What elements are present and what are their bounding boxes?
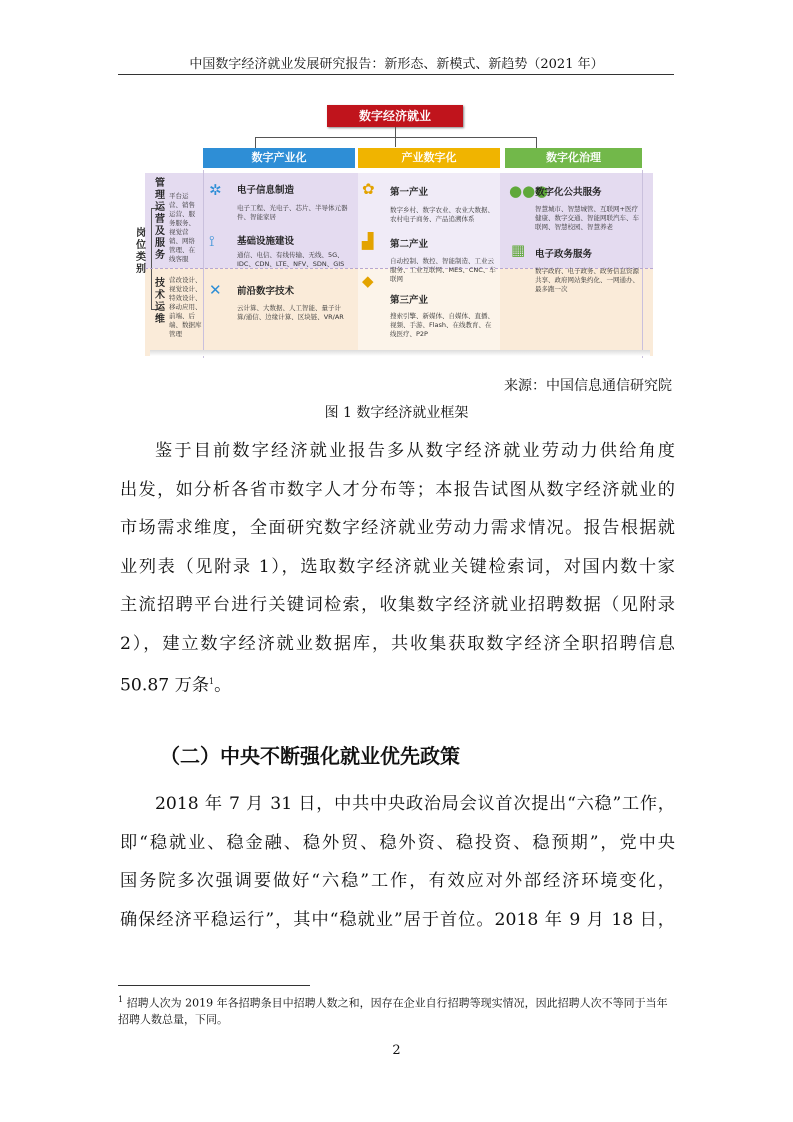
footnote-mark: 1	[118, 995, 124, 1004]
building-icon: ▦	[511, 241, 526, 259]
handshake-icon: ◆	[362, 272, 374, 290]
framework-figure	[136, 100, 655, 358]
people-icon: ●●●	[509, 182, 549, 200]
paragraph-line: 主流招聘平台进行关键词检索，收集数字经济就业招聘数据（见附录	[120, 595, 675, 615]
sub-frontier-title: 前沿数字技术	[237, 286, 295, 297]
sub-electronics-title: 电子信息制造	[237, 185, 295, 196]
sub-tertiary-title: 第三产业	[390, 295, 429, 306]
footnote-reference[interactable]: 1	[209, 677, 215, 686]
network-icon: ✲	[209, 181, 222, 199]
paragraph-text: 50.87 万条	[120, 675, 210, 696]
paragraph-line: 市场需求维度，全面研究数字经济就业劳动力需求情况。报告根据就	[120, 518, 675, 538]
technical-row-items: 营改设计、视觉设计、特效设计、移动应用、前端、后端、数据库管理	[169, 276, 202, 338]
running-header: 中国数字经济就业发展研究报告：新形态、新模式、新趋势（2021 年）	[189, 57, 604, 72]
column-header-digital-industrialization: 数字产业化	[203, 148, 355, 168]
wheat-icon: ✿	[362, 180, 375, 198]
footnote-rule	[118, 985, 310, 986]
sub-egov-text: 数字政府、电子政务、政务信息资源共享、政府网站集约化、一网通办、最多跑一次	[535, 267, 639, 293]
sub-infrastructure-title: 基础设施建设	[237, 236, 295, 247]
paragraph-line: 确保经济平稳运行”，其中“稳就业”居于首位。2018 年 9 月 18 日，	[120, 909, 675, 930]
sub-frontier-text: 云计算、大数据、人工智能、量子计算/通信、边缘计算、区块链、VR/AR	[237, 304, 344, 321]
paragraph-line: 鉴于目前数字经济就业报告多从数字经济就业劳动力供给角度	[155, 441, 675, 461]
sub-primary-title: 第一产业	[390, 187, 429, 198]
body-paragraph-2	[120, 785, 675, 939]
management-row-label: 管理运营及服务	[155, 178, 165, 261]
column-header-industrial-digitalization: 产业数字化	[358, 148, 500, 168]
paragraph-line: 2018 年 7 月 31 日，中共中央政治局会议首次提出“六稳”工作，	[155, 794, 675, 814]
sub-egov-title: 电子政务服务	[535, 249, 593, 260]
paragraph-line: 出发，如分析各省市数字人才分布等；本报告试图从数字经济就业的	[120, 479, 675, 500]
technical-row-label: 技术运维	[155, 278, 165, 325]
connector-line	[255, 137, 537, 148]
footnote	[118, 992, 678, 1028]
paragraph-line: 2），建立数字经济就业数据库，共收集获取数字经济全职招聘信息	[120, 633, 675, 654]
paragraph-line: 即“稳就业、稳金融、稳外贸、稳外资、稳投资、稳预期”，党中央	[120, 832, 675, 853]
footnote-text: 招聘人次为 2019 年各招聘条目中招聘人数之和，因存在企业自行招聘等现实情况，因此招聘人次不等同于当年招聘人数总量，下同。	[118, 996, 668, 1026]
management-row-items: 平台运营、销售运营、服务服务、视觉营销、网络管理、在线客服	[169, 192, 195, 263]
paragraph-end-punct: 。	[214, 675, 232, 696]
section-heading: （二）中央不断强化就业优先政策	[160, 744, 460, 768]
sub-public-service-text: 智慧城市、智慧城管、互联网+医疗健康、数字交通、智能网联汽车、车联网、智慧校园、智慧养老	[535, 205, 639, 231]
sub-secondary-text: 自动控制、数控、智能制造、工业云服务、工业互联网、MES、CNC、车联网	[390, 257, 496, 283]
sub-electronics-text: 电子工程、光电子、芯片、半导体元器件、智能家居	[237, 204, 348, 221]
paragraph-line: 国务院多次强调要做好“六稳”工作，有效应对外部经济环境变化，	[120, 871, 675, 891]
sub-secondary-title: 第二产业	[390, 239, 429, 250]
sub-infrastructure-text: 通信、电信、有线传输、无线、5G、IDC、CDN、LTE、NFV、SDN、GIS	[237, 251, 345, 268]
sub-tertiary-text: 搜索引擎、新媒体、自媒体、直播、视频、手游、Flash、在线教育、在线医疗、P2P	[390, 312, 494, 338]
tools-icon: ✕	[209, 281, 222, 299]
figure-source: 来源：中国信息通信研究院	[504, 378, 672, 394]
factory-icon: ▟	[362, 232, 374, 250]
position-category-label: 岗位类别	[136, 228, 146, 275]
figure-shadow	[150, 350, 650, 356]
header-rule	[118, 74, 674, 75]
connector-line	[395, 137, 396, 147]
paragraph-last-line	[120, 663, 675, 705]
sub-public-service-title: 数字化公共服务	[535, 187, 602, 198]
tower-icon: ⟟	[209, 232, 215, 250]
figure-caption: 图 1 数字经济就业框架	[324, 405, 469, 421]
connector-line	[395, 127, 396, 137]
sub-primary-text: 数字乡村、数字农业、农业大数据、农村电子商务、产品追溯体系	[390, 206, 494, 223]
body-paragraph-1	[120, 432, 675, 705]
figure-title: 数字经济就业	[327, 105, 463, 127]
column-header-digital-governance: 数字化治理	[505, 148, 642, 168]
paragraph-line: 业列表（见附录 1），选取数字经济就业关键检索词，对国内数十家	[120, 556, 675, 577]
page-number: 2	[392, 1043, 401, 1058]
